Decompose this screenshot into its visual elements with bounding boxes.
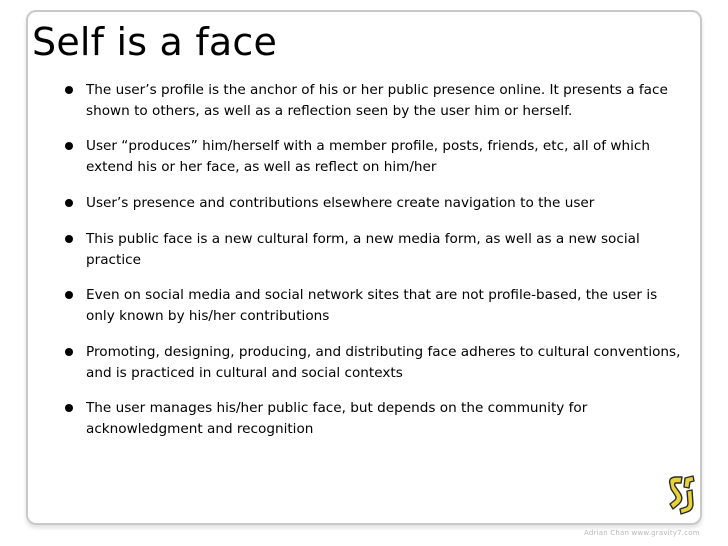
slide-title: Self is a face xyxy=(32,20,278,64)
bullet-dot-icon xyxy=(65,348,73,356)
bullet-dot-icon xyxy=(65,404,73,412)
bullet-dot-icon xyxy=(65,291,73,299)
bullet-text: The user’s profile is the anchor of his or her public presence online. It presents a face shown to others, as well as a reflection seen by the user him or herself. xyxy=(86,82,668,119)
bullet-text: User’s presence and contributions elsewhere create navigation to the user xyxy=(86,195,595,211)
footer-credit: Adrian Chan www.gravity7.com xyxy=(584,529,700,537)
bullet-text: Promoting, designing, producing, and distributing face adheres to cultural conventions, and is practiced in cultural and social contexts xyxy=(86,344,681,381)
bullet-dot-icon xyxy=(65,142,73,150)
gravity7-logo-icon xyxy=(666,474,696,518)
bullet-dot-icon xyxy=(65,235,73,243)
bullet-dot-icon xyxy=(65,86,73,94)
bullet-text: The user manages his/her public face, but depends on the community for acknowledgment and recognition xyxy=(86,400,588,437)
bullet-text: This public face is a new cultural form, a new media form, as well as a new social practice xyxy=(86,231,640,268)
bullet-dot-icon xyxy=(65,199,73,207)
bullet-text: User “produces” him/herself with a member profile, posts, friends, etc, all of which extend his or her face, as well as reflect on him/her xyxy=(86,138,650,175)
bullet-text: Even on social media and social network sites that are not profile-based, the user is only known by his/her contributions xyxy=(86,287,658,324)
